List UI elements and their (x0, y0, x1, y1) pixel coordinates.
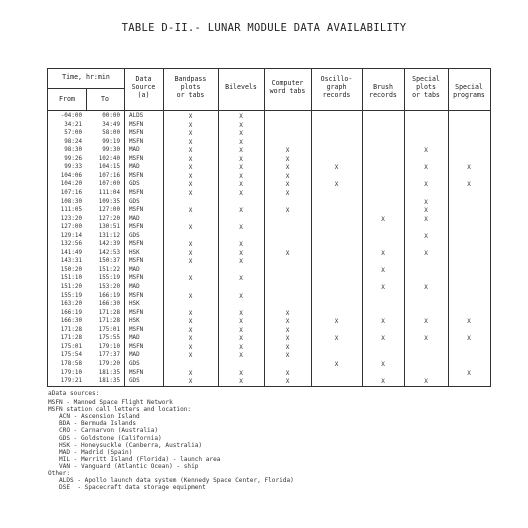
time-group-header: Time, hr:min (62, 73, 110, 81)
availability-mark: X (285, 181, 290, 189)
to-time: 150:37 (98, 258, 120, 265)
data-source: MAD (129, 266, 140, 273)
availability-mark: X (424, 335, 428, 343)
availability-mark: X (467, 164, 471, 172)
to-time: 142:39 (98, 241, 120, 248)
from-time: 104:06 (60, 172, 82, 179)
availability-mark: X (188, 292, 193, 300)
availability-mark: X (188, 309, 193, 317)
availability-mark: X (424, 207, 428, 215)
availability-mark: X (285, 207, 290, 215)
column-divider (264, 69, 265, 386)
availability-mark: X (285, 164, 290, 172)
column-header-bandpass: Bandpass plots or tabs (174, 75, 207, 100)
availability-mark: X (334, 318, 339, 326)
to-time: 171:28 (98, 318, 120, 325)
availability-mark: X (188, 241, 193, 249)
footnote-line: GDS - Goldstone (California) (48, 434, 162, 442)
availability-mark: X (239, 369, 243, 377)
to-time: 175:01 (98, 326, 120, 333)
availability-mark: X (467, 181, 471, 189)
availability-mark: X (239, 326, 243, 334)
availability-mark: X (239, 275, 243, 283)
from-time: 99:33 (64, 164, 82, 171)
to-time: 151:22 (98, 266, 120, 273)
availability-mark: X (381, 249, 385, 257)
data-source: MSFN (129, 138, 144, 145)
availability-mark: X (188, 164, 193, 172)
availability-mark: X (188, 130, 193, 138)
data-source: MSFN (129, 172, 144, 179)
availability-mark: X (188, 258, 193, 266)
footnote-line: HSK - Honeysuckle (Canberra, Australia) (48, 441, 203, 449)
data-source: MAD (129, 215, 140, 222)
to-time: 155:19 (98, 275, 120, 282)
from-time: 143:31 (60, 258, 82, 265)
availability-mark: X (239, 138, 243, 146)
column-header-oscillograph-records: Oscillo- graph records (320, 75, 353, 100)
availability-mark: X (239, 249, 243, 257)
availability-mark: X (239, 172, 243, 180)
availability-mark: X (188, 207, 193, 215)
data-source: MAD (129, 335, 140, 342)
availability-mark: X (188, 275, 193, 283)
availability-mark: X (467, 318, 471, 326)
availability-mark: X (285, 147, 290, 155)
column-divider (124, 69, 125, 386)
to-time: 127:00 (98, 207, 120, 214)
availability-mark: X (381, 378, 385, 386)
from-time: 178:58 (60, 360, 82, 367)
column-divider (218, 69, 219, 386)
footnote-heading: aData sources: (48, 390, 100, 397)
column-header-bilevels: Bilevels (225, 83, 257, 91)
footnote-line: BDA - Bermuda Islands (48, 420, 137, 428)
availability-mark: X (424, 198, 428, 206)
availability-mark: X (424, 232, 428, 240)
data-source: MSFN (129, 258, 144, 265)
availability-mark: X (381, 335, 385, 343)
from-time: -04:00 (60, 113, 82, 119)
from-time: 151:10 (60, 275, 82, 282)
data-source: HSK (129, 249, 140, 256)
column-header-special-plots: Special plots or tabs (412, 75, 440, 100)
to-time: 179:10 (98, 343, 120, 350)
data-source: MSFN (129, 207, 144, 214)
availability-mark: X (239, 292, 243, 300)
availability-mark: X (285, 369, 290, 377)
to-time: 153:20 (98, 284, 120, 290)
availability-mark: X (239, 378, 243, 386)
to-time: 99:19 (102, 138, 120, 145)
availability-mark: X (188, 318, 193, 326)
availability-mark: X (285, 326, 290, 334)
data-source: MAD (129, 352, 140, 359)
availability-mark: X (239, 343, 243, 351)
from-time: 98:30 (64, 147, 82, 154)
column-divider (404, 69, 405, 386)
availability-mark: X (381, 266, 385, 274)
availability-mark: X (285, 318, 290, 326)
data-source: MSFN (129, 155, 144, 162)
data-source: MSFN (129, 326, 144, 333)
footnote-line: MSFN - Manned Space Flight Network (48, 399, 173, 407)
to-time: 130:51 (98, 224, 120, 231)
data-source: MSFN (129, 275, 144, 282)
from-time: 104:20 (60, 181, 82, 188)
from-time: 141:49 (60, 249, 82, 256)
data-source: MAD (129, 164, 140, 171)
footnote-line: MSFN station call letters and location: (48, 406, 192, 414)
availability-mark: X (188, 352, 193, 360)
data-source: MSFN (129, 343, 144, 350)
column-header-computer-word-tabs: Computer word tabs (269, 79, 306, 96)
availability-mark: X (285, 378, 290, 386)
availability-mark: X (239, 130, 243, 138)
availability-mark: X (285, 155, 290, 163)
from-time: 179:10 (60, 369, 82, 376)
availability-mark: X (188, 189, 193, 197)
availability-mark: X (239, 258, 243, 266)
data-source: GDS (129, 181, 140, 188)
availability-mark: X (239, 189, 243, 197)
to-time: 104:15 (98, 164, 120, 171)
from-time: 107:16 (60, 189, 82, 196)
availability-mark: X (285, 172, 290, 180)
availability-mark: X (188, 335, 193, 343)
footnote-line: Other: (48, 470, 71, 478)
to-time: 34:49 (102, 121, 120, 128)
from-time: 171:28 (60, 335, 82, 342)
availability-mark: X (285, 249, 290, 257)
data-source: GDS (129, 360, 140, 367)
availability-mark: X (285, 343, 290, 351)
availability-mark: X (188, 249, 193, 257)
availability-mark: X (285, 335, 290, 343)
from-time: 175:01 (60, 343, 82, 350)
from-time: 99:26 (64, 155, 82, 162)
to-time: 179:20 (98, 360, 120, 367)
from-time: 151:20 (60, 284, 82, 290)
availability-mark: X (188, 147, 193, 155)
data-source: MAD (129, 147, 140, 154)
availability-mark: X (188, 113, 193, 120)
data-source: GDS (129, 198, 140, 205)
to-time: 111:04 (98, 189, 120, 196)
availability-mark: X (239, 207, 243, 215)
from-time: 123:20 (60, 215, 82, 222)
to-time: 175:55 (98, 335, 120, 342)
availability-mark: X (188, 378, 193, 386)
availability-mark: X (239, 352, 243, 360)
availability-mark: X (239, 318, 243, 326)
from-time: 98:24 (64, 138, 82, 145)
availability-mark: X (334, 164, 339, 172)
availability-mark: X (334, 360, 339, 368)
availability-mark: X (424, 249, 428, 257)
from-time: 166:30 (60, 318, 82, 325)
to-time: 181:35 (98, 369, 120, 376)
availability-mark: X (188, 172, 193, 180)
availability-mark: X (239, 147, 243, 155)
data-source: GDS (129, 232, 140, 239)
from-time: 171:28 (60, 326, 82, 333)
availability-mark: X (188, 155, 193, 163)
to-time: 58:00 (102, 130, 120, 137)
availability-mark: X (188, 224, 193, 232)
footnote-line: MAD - Madrid (Spain) (48, 448, 133, 456)
to-time: 166:30 (98, 301, 120, 308)
column-divider (311, 69, 312, 386)
data-source: HSK (129, 318, 140, 325)
availability-mark: X (424, 147, 428, 155)
to-time: 127:20 (98, 215, 120, 222)
from-time: 132:56 (60, 241, 82, 248)
availability-mark: X (188, 369, 193, 377)
availability-mark: X (334, 181, 339, 189)
footnote-line: VAN - Vanguard (Atlantic Ocean) - ship (48, 462, 199, 470)
availability-mark: X (381, 318, 385, 326)
column-divider (163, 69, 164, 386)
data-source: MSFN (129, 241, 144, 248)
availability-mark: X (381, 360, 385, 368)
from-time: 108:30 (60, 198, 82, 205)
data-source: MSFN (129, 121, 144, 128)
data-availability-table (47, 68, 491, 387)
availability-mark: X (285, 189, 290, 197)
footnote-line: CRO - Carnarvon (Australia) (48, 427, 159, 435)
footnote-line: DSE - Spacecraft data storage equipment (48, 484, 206, 492)
availability-mark: X (334, 335, 339, 343)
footnote-line: MIL - Merritt Island (Florida) - launch area (48, 455, 221, 463)
to-time: 107:16 (98, 172, 120, 179)
availability-mark: X (467, 335, 471, 343)
column-divider (448, 69, 449, 386)
column-divider (362, 69, 363, 386)
column-header-special-programs: Special programs (453, 83, 485, 100)
data-source: MSFN (129, 292, 144, 299)
from-time: 163:20 (60, 301, 82, 308)
from-time: 127:00 (60, 224, 82, 231)
availability-mark: X (188, 138, 193, 146)
availability-mark: X (239, 335, 243, 343)
availability-mark: X (424, 378, 428, 386)
footnotes (48, 390, 488, 491)
availability-mark: X (424, 181, 428, 189)
availability-mark: X (188, 343, 193, 351)
data-source: MSFN (129, 189, 144, 196)
data-source: MSFN (129, 224, 144, 231)
column-header-brush-records: Brush records (369, 83, 397, 100)
from-header: From (59, 95, 75, 103)
availability-mark: X (239, 155, 243, 163)
data-source: HSK (129, 301, 140, 308)
availability-mark: X (239, 181, 243, 189)
availability-mark: X (285, 352, 290, 360)
availability-mark: X (239, 241, 243, 249)
availability-mark: X (239, 309, 243, 317)
to-time: 131:12 (98, 232, 120, 239)
from-time: 34:21 (64, 121, 82, 128)
to-time: 142:53 (98, 249, 120, 256)
header-divider (48, 110, 490, 111)
footnote-line: ACN - Ascension Island (48, 413, 140, 421)
from-time: 111:05 (60, 207, 82, 214)
from-time: 155:19 (60, 292, 82, 299)
data-source-header: Data Source (a) (131, 75, 156, 100)
availability-mark: X (424, 284, 428, 291)
availability-mark: X (285, 309, 290, 317)
from-time: 150:20 (60, 266, 82, 273)
footnote-line: ALDS - Apollo launch data system (Kennedy Space Center, Florida) (48, 477, 294, 485)
data-source: MSFN (129, 309, 144, 316)
from-time: 57:00 (64, 130, 82, 137)
from-time: 175:54 (60, 352, 82, 359)
data-source: MAD (129, 284, 140, 290)
to-time: 177:37 (98, 352, 120, 359)
availability-mark: X (188, 121, 193, 129)
data-source: GDS (129, 378, 140, 385)
data-source: MSFN (129, 130, 144, 137)
availability-mark: X (467, 369, 471, 377)
availability-mark: X (381, 284, 385, 291)
from-time: 129:14 (60, 232, 82, 239)
data-source: ALDS (129, 113, 144, 119)
availability-mark: X (424, 215, 428, 223)
to-time: 99:30 (102, 147, 120, 154)
availability-mark: X (239, 121, 243, 129)
availability-mark: X (239, 113, 243, 120)
availability-mark: X (381, 215, 385, 223)
to-time: 00:00 (102, 113, 120, 119)
availability-mark: X (239, 224, 243, 232)
to-header: To (101, 95, 109, 103)
availability-mark: X (424, 164, 428, 172)
to-time: 181:35 (98, 378, 120, 385)
to-time: 102:40 (98, 155, 120, 162)
to-time: 107:00 (98, 181, 120, 188)
page-title: TABLE D-II.- LUNAR MODULE DATA AVAILABILITY (121, 22, 407, 34)
data-source: MSFN (129, 369, 144, 376)
from-time: 166:19 (60, 309, 82, 316)
from-time: 179:21 (60, 378, 82, 385)
availability-mark: X (424, 318, 428, 326)
availability-mark: X (188, 326, 193, 334)
to-time: 171:28 (98, 309, 120, 316)
to-time: 166:19 (98, 292, 120, 299)
availability-mark: X (188, 181, 193, 189)
availability-mark: X (239, 164, 243, 172)
to-time: 109:35 (98, 198, 120, 205)
